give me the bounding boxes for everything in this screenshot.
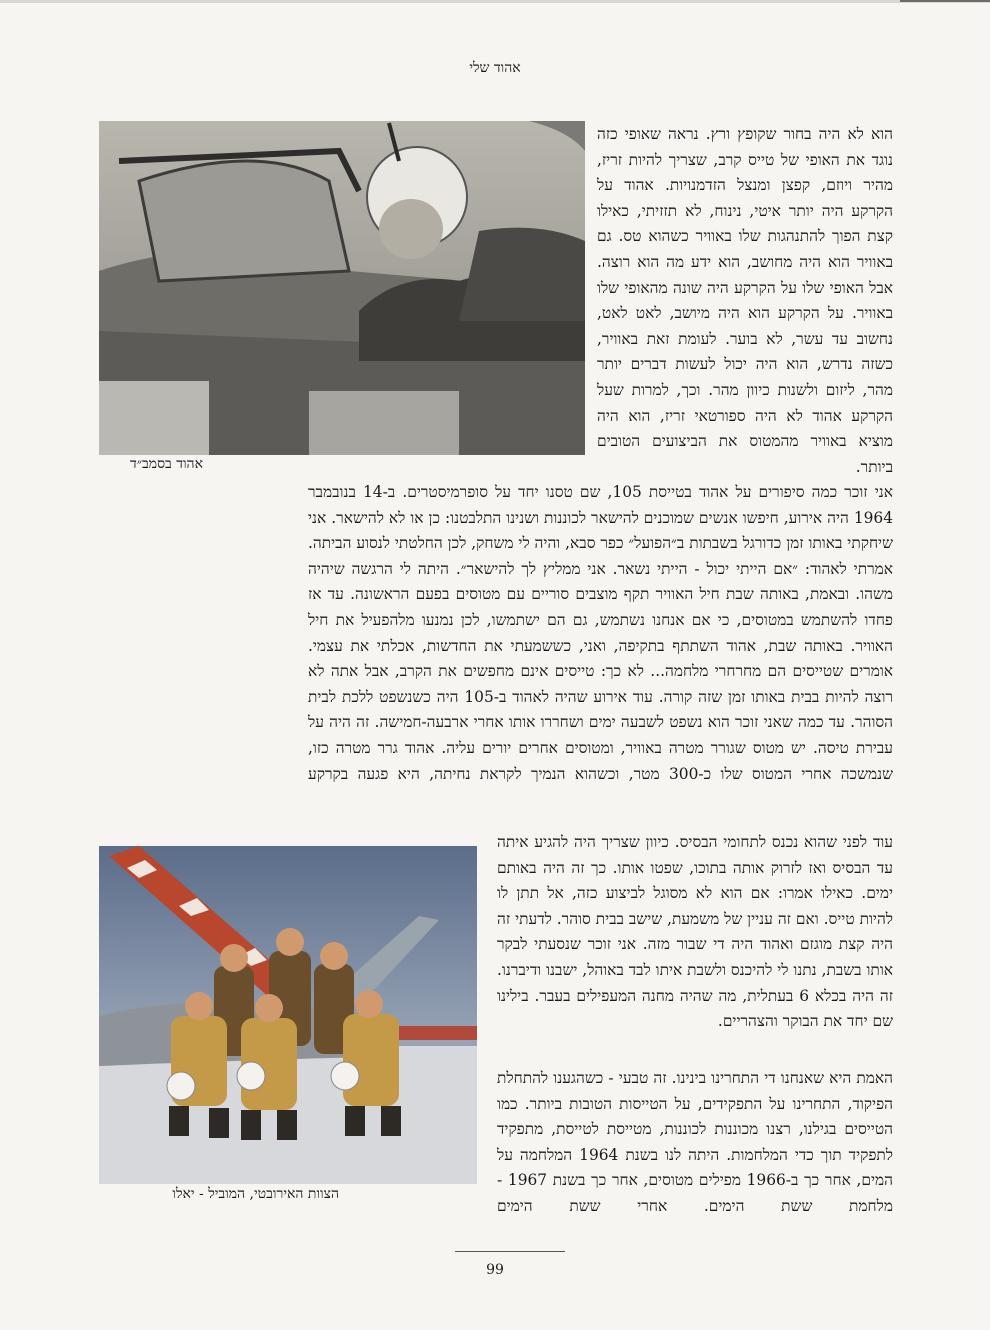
top-border [0, 0, 990, 3]
pilot-cockpit-photo [99, 121, 585, 455]
running-header: אהוד שלי [469, 60, 521, 76]
paragraph-1: הוא לא היה בחור שקופץ ורץ. נראה שאופי כזה נוגד את האופי של טייס קרב, שצריך להיות זריז, מהיר ויוזם, קפצן ומנצל הזדמנויות. אהוד על הקרקע היה יותר איטי, נינוח, לא תזזיתי, כאילו קצת הפוך להתנהגות שלו באוויר כשהוא טס. גם באוויר הוא היה מחושב, הוא ידע מה הוא רוצה. אבל האופי שלו על הקרקע היה שונה מהאופי שלו באוויר. על הקרקע הוא היה מיושב, לאט לאט, נחשוב עד עשר, לא בוער. לעומת זאת באוויר, כשזה נדרש, הוא היה יכול לעשות דברים יותר מהר, ליזום ולשנות כיוון מהר. וכך, למרות שעל הקרקע אהוד לא היה ספורטאי זריז, הוא היה מוציא באוויר מהמטוס את הביצועים הטובים ביותר. [597, 125, 893, 476]
photo-caption-2: הצוות האירובטי, המוביל - יאלו [172, 1186, 339, 1202]
paragraph-3: עוד לפני שהוא נכנס לתחומי הבסיס. כיוון שצריך היה להגיע איתה עד הבסיס ואז לזרוק אותה בתוכו, שפטו אותו. כך זה היה באותם ימים. כאילו אמרו: אם הוא לא מסוגל לביצוע כזה, אל תתן לו להיות טייס. ואם זה עניין של משמעת, שישב בבית סוהר. לדעתי זה היה קצת מוגזם ואהוד היה די שבור מזה. אני זוכר שנסעתי לבקר אותו בשבת, נתנו לי להיכנס ולשבת איתו לבד באוהל, ישבנו ודיברנו. זה היה בכלא 6 בעתלית, מה שהיה מחנה המעפילים בעבר. בילינו שם יחד את הבוקר והצהריים. [497, 833, 893, 1031]
paragraph-4: האמת היא שאנחנו די התחרינו בינינו. זה טבעי - כשהגענו להתחלת הפיקוד, התחרינו על התפקידים, על הטייסות הטובות ביותר. כמו הטייסים בגילנו, רצנו מכוננות לכוננות, מטייסת לטייסת, מתפקיד לתפקיד תוך כדי המלחמות. היתה לנו בשנת 1964 המלחמה על המים, אחר כך ב-1966 מפילים מטוסים, אחר כך בשנת 1967 - מלחמת ששת הימים. אחרי ששת הימים [497, 1069, 894, 1215]
page-number: 99 [486, 1262, 504, 1278]
aerobatic-team-photo [99, 846, 477, 1184]
top-border-accent [900, 0, 990, 2]
footer-rule [455, 1251, 565, 1252]
photo-caption-1: אהוד בסמב״ד [129, 456, 203, 472]
paragraph-2: אני זוכר כמה סיפורים על אהוד בטייסת 105, שם טסנו יחד על סופרמיסטרים. ב-14 בנובמבר 1964 היה אירוע, חיפשו אנשים שמוכנים להישאר לכוננות ושנינו התלבטנו: כן או לא להישאר. אני שיחקתי באותו זמן כדורגל בשבתות ב״הפועל״ כפר סבא, והיה לי משחק, לכן החלטתי לנסוע הביתה. אמרתי לאהוד: ״אם הייתי יכול - הייתי נשאר. אני ממליץ לך להישאר״. היתה לי הרגשה שיהיה משהו. ובאמת, באותה שבת חיל האוויר תקף מוצבים סוריים עם מטוסים בפעם הראשונה. עד אז פחדו להשתמש במטוסים, כי אם אנחנו נשתמש, גם הם ישתמשו, לכן נמנעו מלהפעיל את חיל האוויר. באותה שבת, אהוד השתתף בתקיפה, ואני, כששמעתי את החדשות, אכלתי את עצמי. אומרים שטייסים הם מחרחרי מלחמה... לא כך: טייסים אינם מחפשים את הקרב, אבל אתה לא רוצה להיות בבית באותו זמן שזה קורה. עוד אירוע שהיה לאהוד ב-105 היה כשנשפט ללכת לבית הסוהר. עד כמה שאני זוכר הוא נשפט לשבעה ימים ושחררו אותו אחרי ארבעה-חמישה. זה היה על עבירת טיסה. יש מטוס שגורר מטרה באוויר, ומטוסים אחרים יורים עליה. אהוד גרר מטרה כזו, שנמשכה אחרי המטוס שלו כ-300 מטר, וכשהוא הנמיך לקראת נחיתה, היא פגעה בקרקע [308, 483, 894, 783]
